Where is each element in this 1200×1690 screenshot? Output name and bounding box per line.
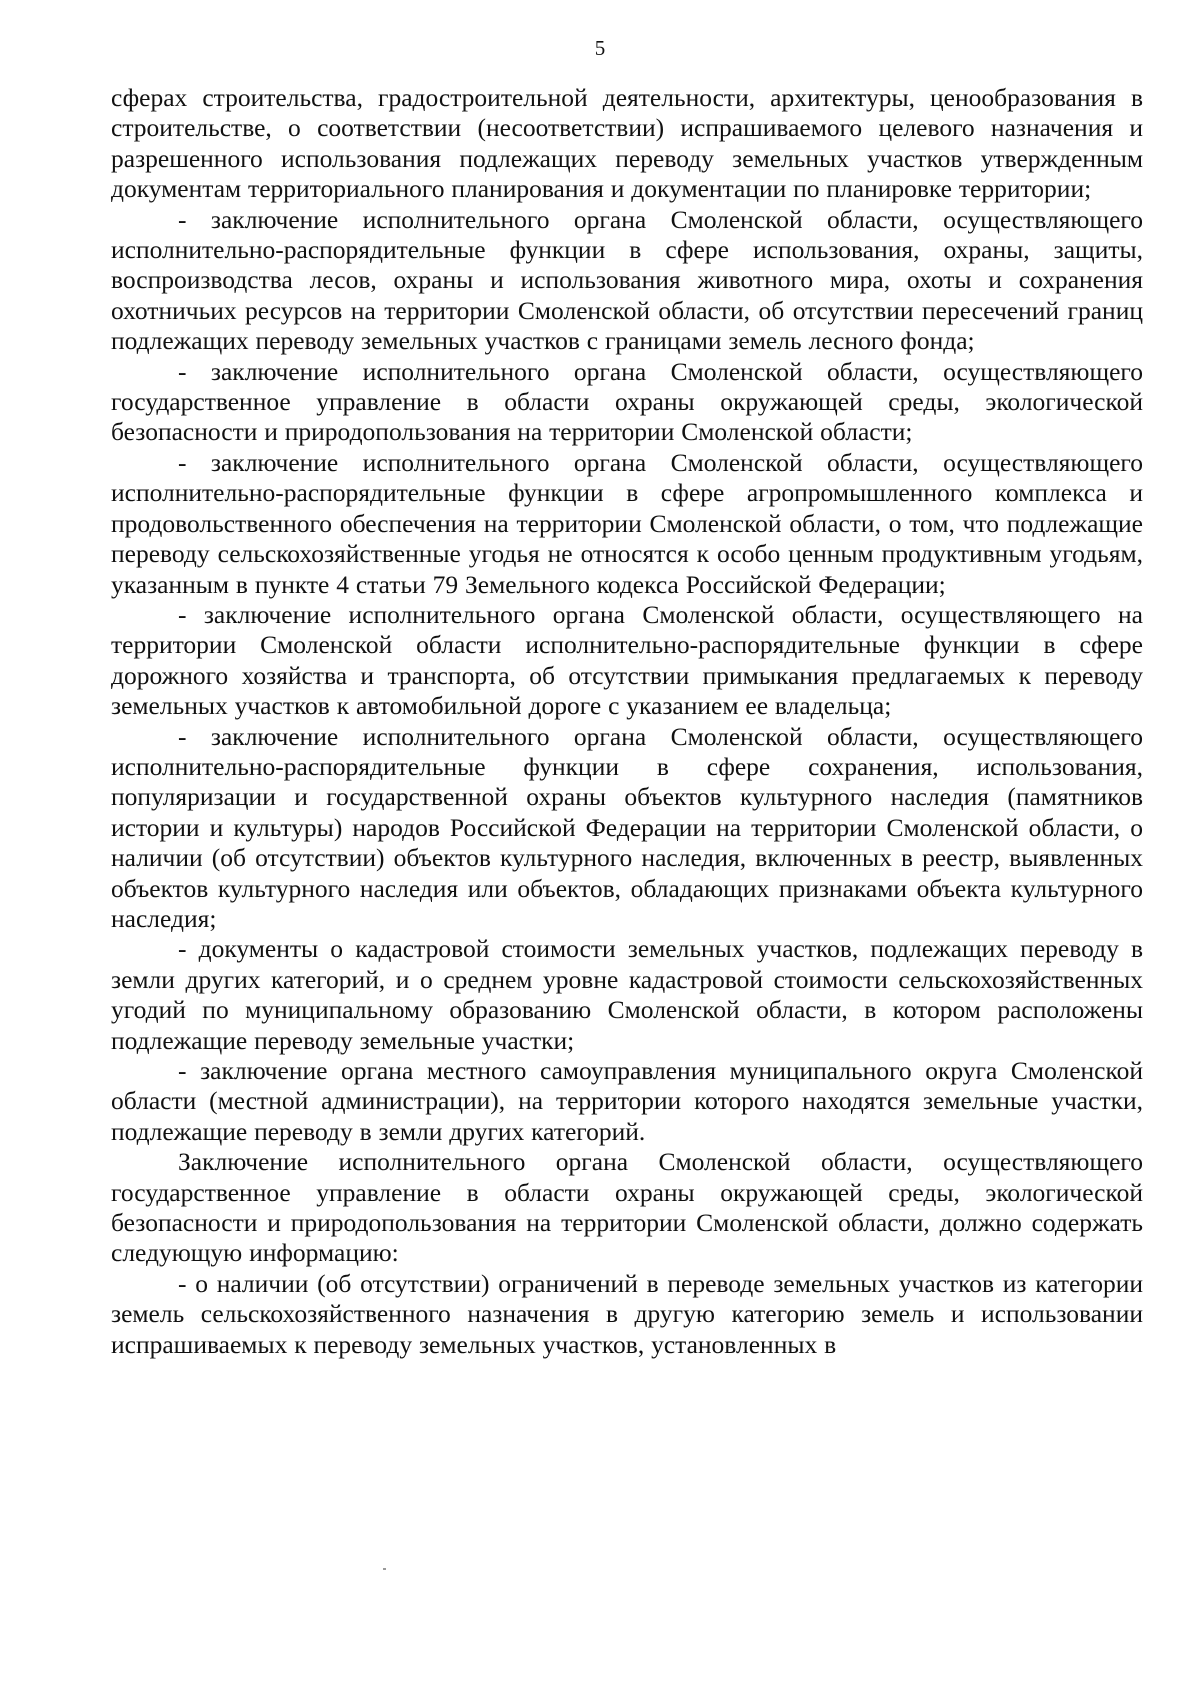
paragraph-cadastral-documents: - документы о кадастровой стоимости земельных участков, подлежащих переводу в земли других категорий, и о среднем уровне кадастровой стоимости сельскохозяйственных угодий по муниципальному образованию Смоленской области, в котором расположены подлежащие переводу земельные участки; [111, 934, 1143, 1055]
scan-speck [383, 1568, 386, 1570]
paragraph-forestry-conclusion: - заключение исполнительного органа Смоленской области, осуществляющего исполнительно-распорядительные функции в сфере использования, охраны, защиты, воспроизводства лесов, охраны и использования животного мира, охоты и сохранения охотничьих ресурсов на территории Смоленской области, об отсутствии пересечений границ подлежащих переводу земельных участков с границами земель лесного фонда; [111, 204, 1143, 356]
paragraph-local-government-conclusion: - заключение органа местного самоуправления муниципального округа Смоленской области (местной администрации), на территории которого находятся земельные участки, подлежащие переводу в земли других категорий. [111, 1056, 1143, 1146]
document-body [111, 83, 1143, 1360]
page-number: 5 [594, 36, 606, 60]
paragraph-heritage-conclusion: - заключение исполнительного органа Смоленской области, осуществляющего исполнительно-распорядительные функции в сфере сохранения, использования, популяризации и государственной охраны объектов культурного наследия (памятников истории и культуры) народов Российской Федерации на территории Смоленской области, о наличии (об отсутствии) объектов культурного наследия, включенных в реестр, выявленных объектов культурного наследия или объектов, обладающих признаками объекта культурного наследия; [111, 721, 1143, 933]
paragraph-road-conclusion: - заключение исполнительного органа Смоленской области, осуществляющего на территории Смоленской области исполнительно-распорядительные функции в сфере дорожного хозяйства и транспорта, об отсутствии примыкания предлагаемых к переводу земельных участков к автомобильной дороге с указанием ее владельца; [111, 599, 1143, 721]
paragraph-restrictions: - о наличии (об отсутствии) ограничений в переводе земельных участков из категории земель сельскохозяйственного назначения в другую категорию земель и использовании испрашиваемых к переводу земельных участков, установленных в [111, 1268, 1143, 1359]
paragraph-1-continuation: сферах строительства, градостроительной деятельности, архитектуры, ценообразования в строительстве, о соответствии (несоответствии) испрашиваемого целевого назначения и разрешенного использования подлежащих переводу земельных участков утвержденным документам территориального планирования и документации по планировке территории; [111, 83, 1143, 204]
paragraph-agro-conclusion: - заключение исполнительного органа Смоленской области, осуществляющего исполнительно-распорядительные функции в сфере агропромышленного комплекса и продовольственного обеспечения на территории Смоленской области, о том, что подлежащие переводу сельскохозяйственные угодья не относятся к особо ценным продуктивным угодьям, указанным в пункте 4 статьи 79 Земельного кодекса Российской Федерации; [111, 447, 1143, 599]
paragraph-environment-conclusion: - заключение исполнительного органа Смоленской области, осуществляющего государственное управление в области охраны окружающей среды, экологической безопасности и природопользования на территории Смоленской области; [111, 356, 1143, 447]
paragraph-conclusion-content: Заключение исполнительного органа Смоленской области, осуществляющего государственное управление в области охраны окружающей среды, экологической безопасности и природопользования на территории Смоленской области, должно содержать следующую информацию: [111, 1147, 1143, 1268]
